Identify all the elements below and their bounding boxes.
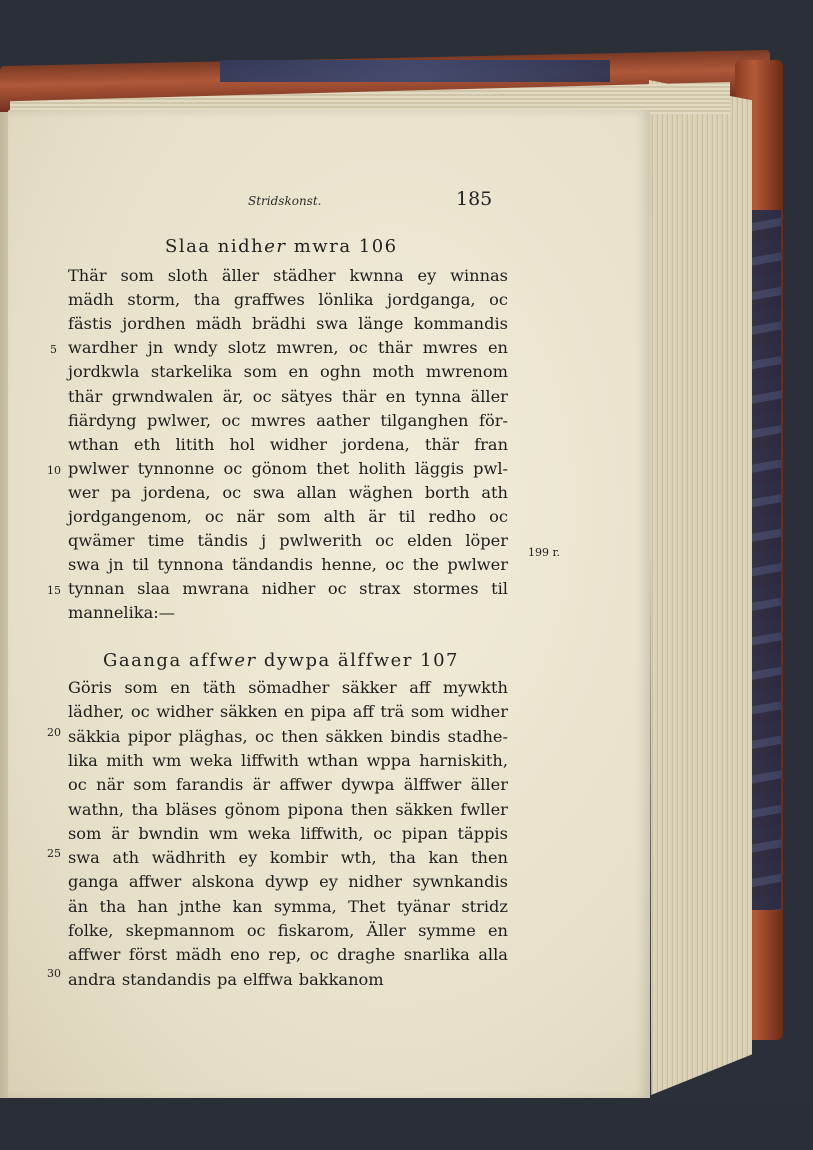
word: mwres — [422, 338, 478, 358]
word: graffwes — [233, 290, 305, 310]
word: en — [288, 362, 309, 382]
word: först — [128, 945, 168, 965]
word: pipa — [310, 702, 347, 722]
word: dywpa — [341, 775, 395, 795]
margin-note: 199 r. — [528, 546, 561, 559]
word: mädh — [175, 945, 222, 965]
word: grwndwalen — [111, 386, 214, 406]
word: time — [147, 531, 185, 551]
word: borth — [424, 482, 470, 502]
word: säkken — [395, 799, 453, 819]
word: henne, — [321, 555, 377, 575]
word: bakkanom — [298, 969, 384, 989]
word: swa — [253, 482, 285, 502]
word: oghn — [320, 362, 361, 382]
word: farandis — [176, 775, 244, 795]
word: litith — [175, 434, 215, 454]
word: dywp — [264, 872, 309, 892]
word: oc — [252, 386, 272, 406]
word: är — [368, 507, 386, 526]
word: jn — [108, 555, 124, 575]
word: slaa — [137, 579, 170, 599]
word: storm, — [127, 290, 181, 310]
word: oc — [222, 482, 242, 502]
text-line — [68, 775, 508, 794]
text-line — [68, 555, 508, 574]
word: folke, — [68, 921, 114, 940]
word: slotz — [227, 338, 266, 358]
word: oc — [489, 290, 508, 310]
word: eno — [230, 945, 260, 965]
word: sywnkandis — [412, 872, 508, 892]
word: tynnonne — [137, 458, 215, 478]
section-heading: Slaa nidher mwra 106 — [165, 236, 398, 257]
text-line — [68, 507, 508, 526]
word: til — [398, 507, 416, 526]
word: liffwith — [241, 750, 299, 770]
word: säkkia — [68, 726, 121, 746]
word: mwres — [250, 410, 306, 430]
word: liffwith, — [300, 823, 364, 843]
word: draghe — [337, 945, 396, 965]
word: then — [471, 848, 508, 868]
background — [0, 1098, 813, 1150]
word: oc — [246, 921, 266, 940]
text-line — [68, 824, 508, 843]
text-line — [68, 970, 508, 989]
line-number: 15 — [47, 584, 61, 597]
word: qwämer — [68, 531, 135, 551]
word: täppis — [457, 823, 508, 843]
word: ganga — [68, 872, 119, 892]
word: winnas — [450, 266, 508, 285]
word: ey — [238, 848, 258, 868]
text-line — [68, 266, 508, 285]
word: wppa — [366, 750, 411, 770]
word: säkken — [219, 702, 278, 722]
word: jordgangenom, — [68, 507, 192, 526]
word: älffwer — [403, 775, 462, 795]
word: widher — [156, 702, 214, 722]
word: pwl- — [473, 458, 508, 478]
word: thet — [316, 458, 350, 478]
word: jordganga, — [387, 290, 476, 310]
running-title: Stridskonst. — [248, 194, 322, 208]
word: oc — [375, 531, 394, 551]
word: hol — [229, 434, 255, 454]
word: stridz — [461, 896, 508, 916]
word: weka — [247, 823, 291, 843]
word: gönom — [224, 799, 281, 819]
word: skepmannom — [125, 921, 235, 940]
word: ey — [319, 872, 338, 892]
section-heading: Gaanga affwer dywpa älffwer 107 — [103, 650, 459, 671]
word: wäghen — [348, 482, 413, 502]
word: moth — [372, 362, 415, 382]
word: rep, — [268, 945, 302, 965]
text-line — [68, 702, 508, 721]
word: tilganghen — [380, 410, 469, 430]
word: wm — [208, 823, 238, 843]
word: kan — [428, 848, 459, 868]
word: stadhe- — [447, 726, 508, 746]
word: pwlwer, — [147, 410, 211, 430]
word: tynna — [415, 386, 462, 406]
line-number: 5 — [50, 343, 57, 356]
word: nidher — [348, 872, 403, 892]
word: thär — [424, 434, 460, 454]
word: j — [261, 531, 267, 551]
word: til — [491, 579, 508, 599]
word: Äller — [366, 921, 406, 940]
word: oc — [130, 702, 150, 722]
word: pa — [111, 482, 132, 502]
word: pipan — [401, 823, 448, 843]
word: kan — [232, 896, 263, 916]
word: pläghas, — [178, 726, 248, 746]
word: aather — [316, 410, 370, 430]
word: som — [124, 678, 158, 697]
word: tändis — [197, 531, 248, 551]
word: gönom — [251, 458, 308, 478]
word: oc — [223, 458, 243, 478]
word: som — [133, 775, 167, 795]
word: säkker — [341, 678, 397, 697]
word: lädher, — [68, 702, 125, 722]
text-line — [68, 314, 508, 333]
text-line — [68, 727, 508, 746]
word: tändandis — [232, 555, 313, 575]
word: jordhen — [122, 314, 186, 334]
word: kwnna — [349, 266, 404, 285]
word: tynnona — [157, 555, 224, 575]
word: nidher — [261, 579, 316, 599]
word: som — [410, 702, 445, 722]
word: the — [412, 555, 439, 575]
word: thär — [68, 386, 103, 406]
word: ey — [417, 266, 437, 285]
word: allan — [296, 482, 337, 502]
text-line — [68, 921, 508, 940]
word: som — [243, 362, 278, 382]
word: är — [111, 823, 129, 843]
word: then — [350, 799, 388, 819]
word: städher — [273, 266, 336, 285]
word: wathn, — [68, 799, 125, 819]
text-line — [68, 531, 508, 550]
word: mannelika:— — [68, 603, 175, 623]
text-line — [68, 800, 508, 819]
word: en — [284, 702, 305, 722]
word: en — [385, 386, 406, 406]
word: thär — [341, 386, 377, 406]
word: är, — [222, 386, 244, 406]
text-line — [68, 290, 508, 309]
word: aff — [352, 702, 374, 722]
word: oc — [373, 823, 392, 843]
word: tha — [389, 848, 416, 868]
word: mädh — [68, 290, 114, 310]
line-number: 10 — [47, 464, 61, 477]
word: fran — [474, 434, 508, 454]
word: bläses — [165, 799, 217, 819]
word: äller — [221, 266, 260, 285]
word: andra — [68, 969, 116, 989]
word: redho — [428, 507, 477, 526]
text-line — [68, 945, 508, 964]
word: mywkth — [442, 678, 508, 697]
word: kombir — [269, 848, 329, 868]
word: som — [277, 507, 311, 526]
word: jn — [147, 338, 164, 358]
word: tha — [131, 799, 159, 819]
word: oc — [204, 507, 224, 526]
word: thär — [378, 338, 413, 358]
text-line — [68, 387, 508, 406]
word: pa — [217, 969, 238, 989]
text-line — [68, 848, 508, 867]
word: bwndin — [138, 823, 199, 843]
word: swa — [68, 848, 100, 868]
word: pwlwer — [68, 458, 129, 478]
word: wth, — [340, 848, 377, 868]
word: aff — [409, 678, 431, 697]
line-number: 30 — [47, 967, 61, 980]
word: alla — [478, 945, 508, 965]
word: när — [96, 775, 124, 795]
word: lika — [68, 750, 98, 770]
word: oc — [327, 579, 347, 599]
word: han — [137, 896, 168, 916]
word: bindis — [390, 726, 441, 746]
word: wthan — [307, 750, 359, 770]
word: wm — [152, 750, 182, 770]
word: widher — [450, 702, 508, 722]
word: alth — [323, 507, 356, 526]
word: en — [487, 921, 508, 940]
word: pwlwerith — [279, 531, 362, 551]
word: tha — [99, 896, 127, 916]
word: läggis — [414, 458, 464, 478]
text-line — [68, 603, 508, 622]
word: pipor — [127, 726, 172, 746]
word: fästis — [68, 314, 112, 334]
word: ath — [112, 848, 140, 868]
word: Thär — [68, 266, 107, 285]
text-line — [68, 459, 508, 478]
text-line — [68, 338, 508, 357]
word: swa — [316, 314, 348, 334]
word: harniskith, — [419, 750, 508, 770]
word: när — [236, 507, 265, 526]
word: affwer — [128, 872, 182, 892]
word: mith — [106, 750, 144, 770]
word: wer — [68, 482, 100, 502]
word: wthan — [68, 434, 119, 454]
word: tynnan — [68, 579, 125, 599]
word: swa — [68, 555, 100, 575]
word: wndy — [173, 338, 218, 358]
text-line — [68, 483, 508, 502]
word: oc — [348, 338, 368, 358]
word: elffwa — [243, 969, 293, 989]
word: länge — [358, 314, 404, 334]
word: oc — [68, 775, 87, 795]
word: snarlika — [403, 945, 470, 965]
word: fwller — [460, 799, 508, 819]
page-number: 185 — [456, 188, 493, 210]
book-spine-band — [220, 60, 610, 82]
word: til — [132, 555, 149, 575]
word: weka — [189, 750, 233, 770]
line-number: 25 — [47, 847, 61, 860]
word: fiärdyng — [68, 410, 137, 430]
word: oc — [309, 945, 329, 965]
word: strax — [359, 579, 401, 599]
word: pwlwer — [447, 555, 508, 575]
word: holith — [358, 458, 406, 478]
word: som — [68, 823, 102, 843]
text-line — [68, 435, 508, 454]
word: mädh — [195, 314, 242, 334]
word: sätyes — [280, 386, 333, 406]
word: standandis — [121, 969, 212, 989]
word: widher — [269, 434, 328, 454]
text-line — [68, 872, 508, 891]
word: säkken — [325, 726, 384, 746]
word: mwrana — [182, 579, 250, 599]
text-line — [68, 579, 508, 598]
word: sloth — [167, 266, 208, 285]
word: tyänar — [396, 896, 450, 916]
word: brädhi — [252, 314, 306, 334]
text-line — [68, 362, 508, 381]
word: täth — [202, 678, 236, 697]
word: som — [120, 266, 154, 285]
word: äller — [470, 386, 508, 406]
word: starkelika — [150, 362, 233, 382]
word: affwer — [279, 775, 332, 795]
word: eth — [133, 434, 161, 454]
text-line — [68, 411, 508, 430]
word: wardher — [68, 338, 138, 358]
word: fiskarom, — [277, 921, 355, 940]
word: Thet — [348, 896, 386, 916]
word: tha — [193, 290, 221, 310]
text-line — [68, 897, 508, 916]
word: trä — [380, 702, 405, 722]
word: mwrenom — [425, 362, 508, 382]
word: symma, — [273, 896, 337, 916]
text-line — [68, 751, 508, 770]
word: wädhrith — [151, 848, 226, 868]
page-block-edges — [640, 80, 752, 1095]
word: oc — [385, 555, 405, 575]
word: jordkwla — [68, 362, 140, 382]
word: jordena, — [142, 482, 211, 502]
word: elden — [407, 531, 453, 551]
word: är — [252, 775, 271, 795]
word: lönlika — [318, 290, 374, 310]
word: för- — [479, 410, 508, 430]
word: jordena, — [342, 434, 410, 454]
word: symme — [418, 921, 476, 940]
word: äller — [470, 775, 508, 795]
word: en — [487, 338, 508, 358]
text-line — [68, 678, 508, 697]
word: sömadher — [248, 678, 330, 697]
word: oc — [221, 410, 241, 430]
word: pipona — [287, 799, 344, 819]
word: stormes — [413, 579, 479, 599]
word: kommandis — [413, 314, 508, 334]
word: än — [68, 896, 89, 916]
word: jnthe — [179, 896, 222, 916]
word: en — [170, 678, 191, 697]
word: alskona — [191, 872, 255, 892]
word: mwren, — [276, 338, 339, 358]
word: affwer — [68, 945, 121, 965]
word: oc — [255, 726, 274, 746]
word: löper — [465, 531, 508, 551]
word: oc — [489, 507, 508, 526]
line-number: 20 — [47, 726, 61, 739]
word: Göris — [68, 678, 112, 697]
word: then — [281, 726, 319, 746]
word: ath — [481, 482, 508, 502]
